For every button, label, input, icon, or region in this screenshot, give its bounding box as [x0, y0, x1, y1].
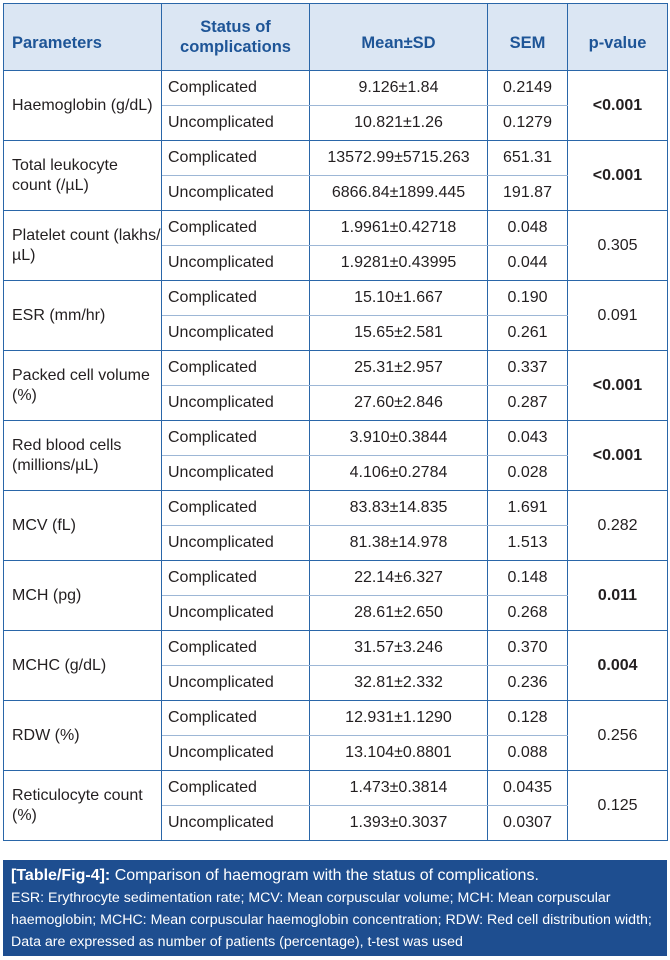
sem-cell: 0.337	[488, 351, 568, 386]
sem-cell: 0.261	[488, 316, 568, 351]
sem-cell: 0.0307	[488, 806, 568, 841]
p-value-cell: 0.282	[568, 491, 668, 561]
status-cell: Uncomplicated	[162, 456, 310, 491]
mean-sd-cell: 13572.99±5715.263	[310, 141, 488, 176]
mean-sd-cell: 28.61±2.650	[310, 596, 488, 631]
sem-cell: 1.513	[488, 526, 568, 561]
table-row	[4, 561, 668, 596]
mean-sd-cell: 10.821±1.26	[310, 106, 488, 141]
p-value-cell: 0.011	[568, 561, 668, 631]
status-cell: Complicated	[162, 771, 310, 806]
sem-cell: 0.048	[488, 211, 568, 246]
mean-sd-cell: 25.31±2.957	[310, 351, 488, 386]
sem-cell: 0.1279	[488, 106, 568, 141]
sem-cell: 0.190	[488, 281, 568, 316]
table-row	[4, 281, 668, 316]
status-cell: Complicated	[162, 351, 310, 386]
haemogram-table	[3, 3, 668, 841]
sem-cell: 1.691	[488, 491, 568, 526]
status-cell: Complicated	[162, 281, 310, 316]
sem-cell: 0.028	[488, 456, 568, 491]
mean-sd-cell: 15.65±2.581	[310, 316, 488, 351]
parameter-cell: Red blood cells (millions/µL)	[4, 421, 162, 491]
mean-sd-cell: 81.38±14.978	[310, 526, 488, 561]
parameter-cell: RDW (%)	[4, 701, 162, 771]
status-cell: Uncomplicated	[162, 106, 310, 141]
status-cell: Complicated	[162, 701, 310, 736]
status-cell: Uncomplicated	[162, 246, 310, 281]
table-row	[4, 491, 668, 526]
status-cell: Uncomplicated	[162, 666, 310, 701]
caption-label: [Table/Fig-4]:	[11, 867, 111, 884]
caption-title: Comparison of haemogram with the status of complications.	[114, 867, 539, 884]
status-cell: Complicated	[162, 631, 310, 666]
mean-sd-cell: 1.473±0.3814	[310, 771, 488, 806]
p-value-cell: 0.004	[568, 631, 668, 701]
sem-cell: 0.2149	[488, 71, 568, 106]
mean-sd-cell: 1.393±0.3037	[310, 806, 488, 841]
p-value-cell: <0.001	[568, 141, 668, 211]
status-cell: Uncomplicated	[162, 316, 310, 351]
table-row	[4, 351, 668, 386]
mean-sd-cell: 32.81±2.332	[310, 666, 488, 701]
table-row	[4, 701, 668, 736]
parameter-cell: Packed cell volume (%)	[4, 351, 162, 421]
p-value-cell: 0.091	[568, 281, 668, 351]
p-value-cell: 0.256	[568, 701, 668, 771]
parameter-cell: MCH (pg)	[4, 561, 162, 631]
mean-sd-cell: 9.126±1.84	[310, 71, 488, 106]
status-cell: Complicated	[162, 141, 310, 176]
mean-sd-cell: 4.106±0.2784	[310, 456, 488, 491]
mean-sd-cell: 83.83±14.835	[310, 491, 488, 526]
sem-cell: 0.370	[488, 631, 568, 666]
status-cell: Complicated	[162, 421, 310, 456]
status-cell: Complicated	[162, 71, 310, 106]
header-parameters: Parameters	[4, 4, 162, 71]
parameter-cell: Haemoglobin (g/dL)	[4, 71, 162, 141]
table-row	[4, 631, 668, 666]
parameter-cell: MCHC (g/dL)	[4, 631, 162, 701]
sem-cell: 0.128	[488, 701, 568, 736]
table-header-row	[4, 4, 668, 71]
caption-notes: ESR: Erythrocyte sedimentation rate; MCV: Mean corpuscular volume; MCH: Mean corpuscular haemoglobin; MCHC: Mean corpuscular haemoglobin concentration; RDW: Red cell distribution width; Data are expressed as number of patients (percentage), t-test was used	[11, 890, 652, 950]
p-value-cell: <0.001	[568, 351, 668, 421]
table-row	[4, 421, 668, 456]
table-row	[4, 771, 668, 806]
mean-sd-cell: 3.910±0.3844	[310, 421, 488, 456]
header-mean-sd: Mean±SD	[310, 4, 488, 71]
header-p-value: p-value	[568, 4, 668, 71]
parameter-cell: ESR (mm/hr)	[4, 281, 162, 351]
mean-sd-cell: 27.60±2.846	[310, 386, 488, 421]
p-value-cell: 0.305	[568, 211, 668, 281]
table-row	[4, 71, 668, 106]
mean-sd-cell: 31.57±3.246	[310, 631, 488, 666]
mean-sd-cell: 12.931±1.1290	[310, 701, 488, 736]
sem-cell: 0.148	[488, 561, 568, 596]
status-cell: Complicated	[162, 561, 310, 596]
table-body	[4, 71, 668, 841]
parameter-cell: Reticulocyte count (%)	[4, 771, 162, 841]
status-cell: Complicated	[162, 211, 310, 246]
sem-cell: 0.0435	[488, 771, 568, 806]
table-row	[4, 141, 668, 176]
status-cell: Complicated	[162, 491, 310, 526]
status-cell: Uncomplicated	[162, 736, 310, 771]
sem-cell: 0.088	[488, 736, 568, 771]
status-cell: Uncomplicated	[162, 596, 310, 631]
mean-sd-cell: 1.9961±0.42718	[310, 211, 488, 246]
header-sem: SEM	[488, 4, 568, 71]
p-value-cell: 0.125	[568, 771, 668, 841]
sem-cell: 0.287	[488, 386, 568, 421]
p-value-cell: <0.001	[568, 71, 668, 141]
status-cell: Uncomplicated	[162, 386, 310, 421]
header-status: Status of complications	[162, 4, 310, 71]
mean-sd-cell: 13.104±0.8801	[310, 736, 488, 771]
status-cell: Uncomplicated	[162, 806, 310, 841]
caption-title-line	[11, 866, 659, 886]
mean-sd-cell: 1.9281±0.43995	[310, 246, 488, 281]
sem-cell: 0.236	[488, 666, 568, 701]
status-cell: Uncomplicated	[162, 526, 310, 561]
sem-cell: 0.044	[488, 246, 568, 281]
status-cell: Uncomplicated	[162, 176, 310, 211]
parameter-cell: Total leukocyte count (/µL)	[4, 141, 162, 211]
sem-cell: 651.31	[488, 141, 568, 176]
p-value-cell: <0.001	[568, 421, 668, 491]
sem-cell: 0.268	[488, 596, 568, 631]
mean-sd-cell: 15.10±1.667	[310, 281, 488, 316]
sem-cell: 0.043	[488, 421, 568, 456]
parameter-cell: MCV (fL)	[4, 491, 162, 561]
table-row	[4, 211, 668, 246]
sem-cell: 191.87	[488, 176, 568, 211]
mean-sd-cell: 6866.84±1899.445	[310, 176, 488, 211]
parameter-cell: Platelet count (lakhs/µL)	[4, 211, 162, 281]
table-caption	[3, 860, 667, 956]
mean-sd-cell: 22.14±6.327	[310, 561, 488, 596]
